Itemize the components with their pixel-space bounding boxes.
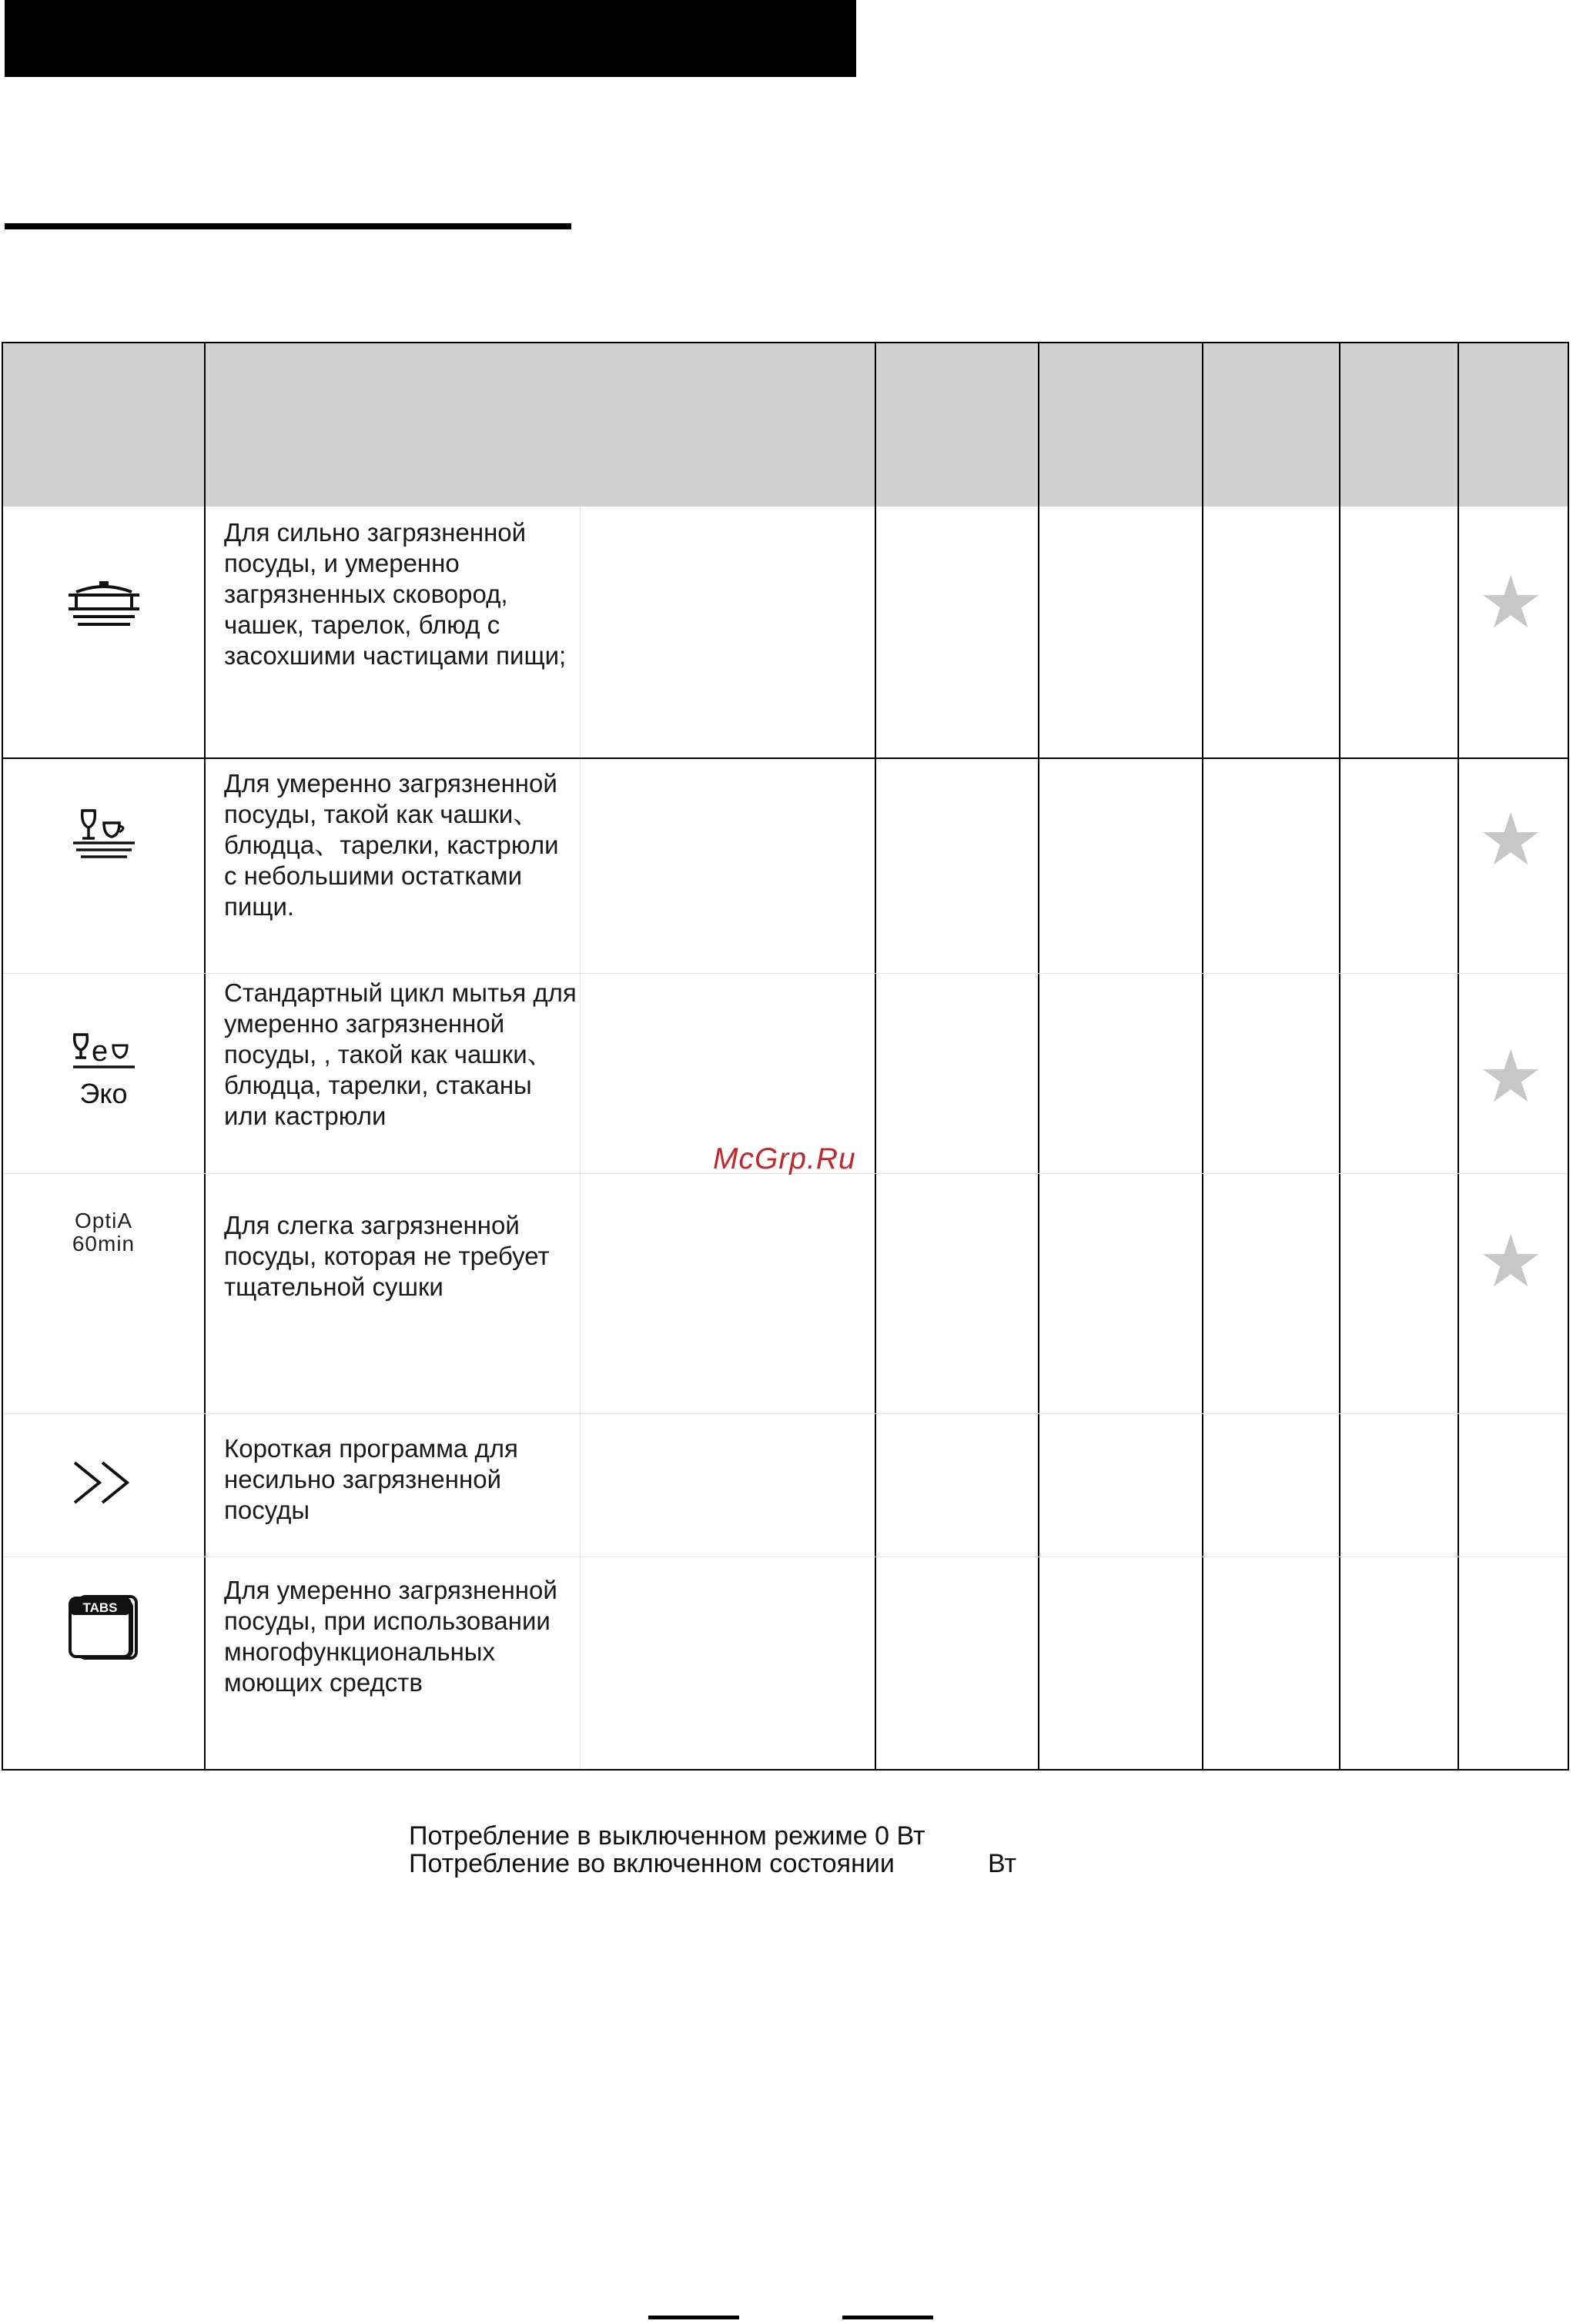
table-header [3,343,1568,507]
star-icon: ★ [1478,799,1544,880]
on-mode-unit: Вт [988,1849,1017,1878]
row-divider [3,757,1568,759]
watermark: McGrp.Ru [713,1142,856,1175]
col-divider [875,343,876,1769]
off-mode-consumption: Потребление в выключенном режиме 0 Вт [409,1821,925,1851]
program-description: Для сильно загрязненной посуды, и умеренно загрязненных сковород, чашек, тарелок, блюд с засохшими частицами пищи; [224,518,567,670]
glass-cup-plate-icon [3,796,204,873]
section-title-rule [5,223,571,229]
col-divider [1339,343,1340,1769]
eco-label: Эко [79,1078,128,1109]
double-chevron-icon [3,1444,204,1521]
col-divider [580,507,581,1769]
row-divider [3,1413,1568,1414]
col-divider [204,343,206,1769]
pot-icon [3,559,204,651]
col-divider [1202,343,1203,1769]
page-footer-rule [842,2316,933,2319]
program-description: Для умеренно загрязненной посуды, такой как чашки、блюдца、тарелки, кастрюли с небольшими остатками пищи. [224,769,559,921]
sixty-min-label: 60min [72,1232,136,1256]
eco-icon [3,1021,204,1121]
top-black-bar [5,0,856,77]
programs-table [2,342,1569,1771]
on-mode-consumption: Потребление во включенном состоянии [409,1849,895,1878]
opti-60min-icon [3,1205,204,1259]
col-divider [1458,343,1459,1769]
row-divider [3,973,1568,974]
star-icon: ★ [1478,1036,1544,1117]
star-icon: ★ [1478,562,1544,643]
program-description: Для слегка загрязненной посуды, которая не требует тщательной сушки [224,1211,550,1301]
page-footer-rule [648,2316,739,2319]
tabs-label: TABS [82,1600,118,1615]
program-description: Стандартный цикл мытья для умеренно загрязненной посуды, , такой как чашки、блюдца, тарелки, стаканы или кастрюли [224,978,577,1130]
program-description: Короткая программа для несильно загрязненной посуды [224,1434,518,1524]
tabs-icon [3,1589,204,1666]
program-description: Для умеренно загрязненной посуды, при использовании многофункциональных моющих средств [224,1576,557,1697]
col-divider [1038,343,1039,1769]
svg-text:e: e [91,1035,108,1068]
opti-label: OptiA [74,1209,133,1232]
star-icon: ★ [1478,1221,1544,1302]
